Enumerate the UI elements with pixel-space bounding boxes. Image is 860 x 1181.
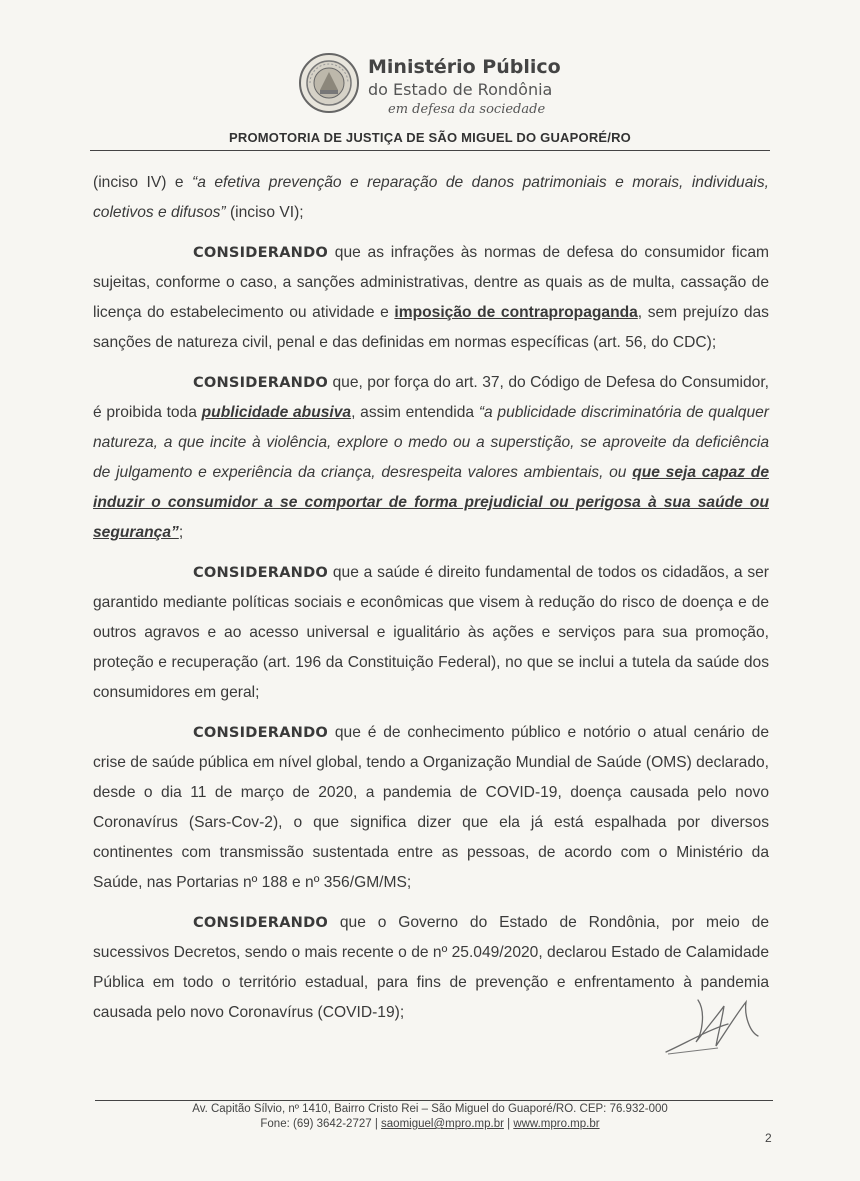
considerando-keyword: CONSIDERANDO <box>193 914 329 931</box>
promotoria-title: PROMOTORIA DE JUSTIÇA DE SÃO MIGUEL DO GUAPORÉ/RO <box>228 130 631 145</box>
footer-divider <box>95 1100 773 1101</box>
document-body <box>93 168 769 1038</box>
header-divider <box>90 150 770 151</box>
handwritten-signature-icon <box>658 972 768 1062</box>
paragraph-5: CONSIDERANDO que é de conhecimento público e notório o atual cenário de crise de saúde pública em nível global, tendo a Organização Mundial de Saúde (OMS) declarado, desde o dia 11 de março de 2020, a pandemia de COVID-19, doença causada pelo novo Coronavírus (Sars-Cov-2), o que significa dizer que ela já está espalhada por diversos continentes com transmissão sustentada entre as pessoas, de acordo com o Ministério da Saúde, nas Portarias nº 188 e nº 356/GM/MS; <box>93 724 769 891</box>
paragraph-2: CONSIDERANDO que as infrações às normas de defesa do consumidor ficam sujeitas, conforme o caso, a sanções administrativas, dentre as quais as de multa, cassação de licença do estabelecimento ou atividade e imposição de contrapropaganda, sem prejuízo das sanções de natureza civil, penal e das definidas em normas específicas (art. 56, do CDC); <box>93 244 769 351</box>
footer-address: Av. Capitão Sílvio, nº 1410, Bairro Cristo Rei – São Miguel do Guaporé/RO. CEP: 76.932-000 <box>192 1103 668 1115</box>
footer-phone: Fone: (69) 3642-2727 <box>260 1118 372 1130</box>
ministerio-publico-seal-icon <box>298 52 360 114</box>
considerando-keyword: CONSIDERANDO <box>193 244 329 261</box>
footer-site-link[interactable]: www.mpro.mp.br <box>513 1118 600 1130</box>
org-subtitle: do Estado de Rondônia <box>368 80 553 99</box>
paragraph-1: (inciso IV) e “a efetiva prevenção e reparação de danos patrimoniais e morais, individuais, coletivos e difusos” (inciso VI); <box>93 174 769 221</box>
paragraph-4: CONSIDERANDO que a saúde é direito fundamental de todos os cidadãos, a ser garantido mediante políticas sociais e econômicas que visem à redução do risco de doença e de outros agravos e ao acesso universal e igualitário às ações e serviços para sua promoção, proteção e recuperação (art. 196 da Constituição Federal), no que se inclui a tutela da saúde dos consumidores em geral; <box>93 564 769 701</box>
paragraph-6: CONSIDERANDO que o Governo do Estado de Rondônia, por meio de sucessivos Decretos, sendo o mais recente o de nº 25.049/2020, declarou Estado de Calamidade Pública em todo o território estadual, para fins de prevenção e enfrentamento à pandemia causada pelo novo Coronavírus (COVID-19); <box>93 914 769 1021</box>
page-number: 2 <box>765 1131 772 1145</box>
footer-contact: Fone: (69) 3642-2727 | saomiguel@mpro.mp.br | www.mpro.mp.br <box>260 1118 600 1130</box>
considerando-keyword: CONSIDERANDO <box>193 374 329 391</box>
considerando-keyword: CONSIDERANDO <box>193 724 329 741</box>
footer-email-link[interactable]: saomiguel@mpro.mp.br <box>381 1118 504 1130</box>
considerando-keyword: CONSIDERANDO <box>193 564 329 581</box>
org-name: Ministério Público <box>368 56 561 78</box>
header-logo <box>298 52 568 122</box>
org-motto: em defesa da sociedade <box>388 102 546 117</box>
paragraph-3: CONSIDERANDO que, por força do art. 37, do Código de Defesa do Consumidor, é proibida toda publicidade abusiva, assim entendida “a publicidade discriminatória de qualquer natureza, a que incite à violência, explore o medo ou a superstição, se aproveite da deficiência de julgamento e experiência da criança, desrespeita valores ambientais, ou que seja capaz de induzir o consumidor a se comportar de forma prejudicial ou perigosa à sua saúde ou segurança”; <box>93 374 769 541</box>
